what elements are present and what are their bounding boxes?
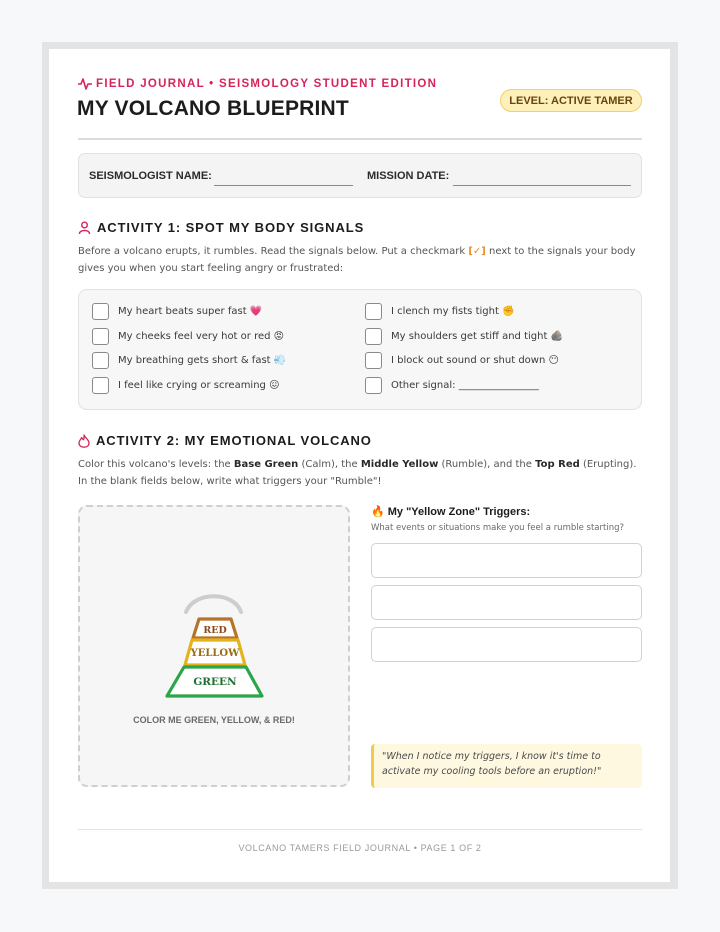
kicker-text: FIELD JOURNAL • SEISMOLOGY STUDENT EDITION: [96, 78, 438, 90]
person-icon: [78, 221, 91, 234]
reminder-quote: "When I notice my triggers, I know it's time to activate my cooling tools before an eruption!": [371, 744, 642, 788]
checkbox[interactable]: [92, 352, 109, 369]
checkbox[interactable]: [365, 377, 382, 394]
volcano-label-red: RED: [203, 625, 227, 636]
signal-checkbox[interactable]: My cheeks feel very hot or red 😡: [92, 328, 284, 345]
checkbox[interactable]: [92, 377, 109, 394]
volcano-caption: COLOR ME GREEN, YELLOW, & RED!: [133, 715, 295, 725]
volcano-label-green: GREEN: [193, 676, 237, 688]
checkbox[interactable]: [92, 303, 109, 320]
pulse-icon: [78, 78, 92, 90]
page-footer: VOLCANO TAMERS FIELD JOURNAL • PAGE 1 OF 2: [238, 843, 482, 853]
mission-date-field[interactable]: [453, 185, 631, 186]
checkbox[interactable]: [365, 352, 382, 369]
signal-checkbox[interactable]: My shoulders get stiff and tight 🪨: [365, 328, 563, 345]
level-badge: LEVEL: ACTIVE TAMER: [500, 89, 642, 112]
signal-checkbox[interactable]: I block out sound or shut down 😶: [365, 352, 559, 369]
triggers-subheading: What events or situations make you feel a rumble starting?: [371, 523, 624, 533]
activity2-heading: [78, 433, 372, 448]
trigger-input-1[interactable]: [371, 543, 642, 578]
flame-icon: [78, 434, 90, 448]
page-title: MY VOLCANO BLUEPRINT: [77, 97, 349, 120]
header-kicker: [78, 78, 437, 90]
volcano-drawing[interactable]: [160, 585, 270, 700]
activity2-title: ACTIVITY 2: MY EMOTIONAL VOLCANO: [96, 433, 372, 448]
trigger-input-3[interactable]: [371, 627, 642, 662]
seismologist-name-field[interactable]: [214, 185, 353, 186]
signal-checkbox[interactable]: Other signal: ________________: [365, 377, 539, 394]
header-divider: [78, 138, 642, 140]
signal-checkbox[interactable]: I clench my fists tight ✊: [365, 303, 515, 320]
checkbox[interactable]: [365, 328, 382, 345]
volcano-smoke: [186, 596, 241, 612]
seismologist-name-label: SEISMOLOGIST NAME:: [89, 170, 212, 182]
activity1-heading: [78, 220, 364, 235]
triggers-heading: 🔥 My "Yellow Zone" Triggers:: [371, 506, 531, 518]
footer-divider: [78, 829, 642, 830]
signal-checkbox[interactable]: My breathing gets short & fast 💨: [92, 352, 286, 369]
volcano-label-yellow: YELLOW: [190, 648, 240, 659]
mission-date-label: MISSION DATE:: [367, 170, 450, 182]
checkmark-hint: [✓]: [468, 246, 486, 257]
checkbox[interactable]: [365, 303, 382, 320]
trigger-input-2[interactable]: [371, 585, 642, 620]
activity2-instructions: Color this volcano's levels: the Base Green (Calm), the Middle Yellow (Rumble), and the Top Red (Erupting). In the blank fields below, write what triggers your "Rumble"!: [78, 459, 637, 487]
signal-checkbox[interactable]: My heart beats super fast 💗: [92, 303, 262, 320]
checkbox[interactable]: [92, 328, 109, 345]
activity1-title: ACTIVITY 1: SPOT MY BODY SIGNALS: [97, 220, 365, 235]
signal-checkbox[interactable]: I feel like crying or screaming 😖: [92, 377, 280, 394]
activity1-instructions: Before a volcano erupts, it rumbles. Read the signals below. Put a checkmark [✓] next to the signals your body gives you when you start feeling angry or frustrated:: [78, 246, 636, 274]
